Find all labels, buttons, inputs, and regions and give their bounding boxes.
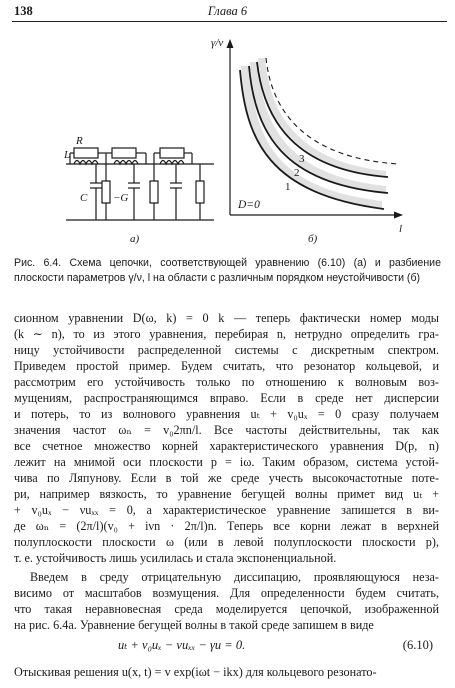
body-line: (k ∼ n), то из этого уравнения, перебирая n, нетрудно определить гра- — [14, 327, 439, 341]
equation-number: (6.10) — [402, 638, 433, 652]
figure-6-4 — [0, 30, 455, 252]
page-number: 138 — [14, 4, 33, 18]
panel-b-label: б) — [308, 233, 318, 245]
body-line: ницу устойчивости распределенной системы с дискретным спектром. — [14, 343, 439, 357]
stability-plot — [227, 39, 404, 219]
body-line: сионном уравнении D(ω, k) = 0 k — теперь фактически номер моды — [14, 311, 439, 325]
curve-2-label: 2 — [294, 167, 300, 179]
caption-label: Рис. 6.4. — [14, 257, 62, 269]
body-line: Введем в среду отрицательную диссипацию, проявляющуюся неза- — [30, 570, 439, 584]
circuit-label-g: −G — [113, 192, 129, 204]
caption-text: Схема цепочки, соответствующей уравнению (6.10) (а) и разбиение плоскости параметров γ/ν, l на области с различным порядком неустойчивости (б) — [14, 257, 441, 284]
figure-svg — [0, 30, 455, 252]
body-line: значения частот ωₙ = v₀2πn/l. Все частоты действительны, так как — [14, 423, 439, 437]
body-line: лежит на мнимой оси плоскости p = iω. Таким образом, система устой- — [14, 455, 439, 469]
body-line: висимо от масштабов возмущения. Для определенности будем считать, — [14, 586, 439, 600]
circuit-label-l: L — [64, 149, 71, 161]
body-line: чива по Ляпунову. Если в той же среде учесть высокочастотные поте- — [14, 471, 439, 485]
x-axis-label: l — [399, 223, 403, 235]
panel-a-label: а) — [130, 233, 140, 245]
body-line: на рис. 6.4а. Уравнение бегущей волны в такой среде запишем в виде — [14, 618, 374, 632]
y-axis-label: γ/ν — [211, 37, 224, 49]
body-line-last: Отыскивая решения u(x, t) = v exp(iωt − ikx) для кольцевого резонато- — [14, 665, 377, 679]
circuit-label-c: C — [80, 192, 88, 204]
body-line: полуплоскости плоскости ω (или в левой полуплоскости плоскости p), — [14, 535, 439, 549]
body-line: ри, например вязкость, то уравнение бегущей волны примет вид uₜ + — [14, 487, 439, 501]
body-line: все счетное множество корней характеристического уравнения D(p, n) — [14, 439, 439, 453]
circuit-diagram — [66, 148, 214, 220]
chapter-title: Глава 6 — [207, 4, 248, 18]
body-line: т. е. устойчивость лишь усилилась и стала экспоненциальной. — [14, 551, 337, 565]
body-line: что такая неравновесная среда моделируется цепочкой, изображенной — [14, 602, 439, 616]
body-line: Приведем простой пример. Будем считать, что резонатор кольцевой, и — [14, 359, 439, 373]
figure-caption — [14, 256, 441, 286]
curve-3-label: 3 — [299, 153, 305, 165]
equation-6-10 — [0, 636, 455, 654]
equation-text: uₜ + v₀uₓ − νuₓₓ − γu = 0. — [118, 638, 246, 652]
body-line: мущениям, распространяющимся вправо. Если в среде нет дисперсии — [14, 391, 439, 405]
body-line: + v₀uₓ − νuₓₓ = 0, а характеристическое уравнение запишется в ви- — [14, 503, 439, 517]
body-line: де ωₙ = (2π/l)(v₀ + iνn · 2π/l)n. Теперь все корни лежат в верхней — [14, 519, 439, 533]
curve-1-label: 1 — [285, 181, 291, 193]
page-header — [0, 4, 455, 24]
circuit-label-r: R — [76, 135, 83, 147]
region-label: D=0 — [238, 199, 260, 211]
body-line: рассмотрим его устойчивость только по отношению к волновым воз- — [14, 375, 439, 389]
body-line: и потерь, то из волнового уравнения uₜ + v₀uₓ = 0 сразу получаем — [14, 407, 439, 421]
header-rule — [12, 21, 447, 22]
